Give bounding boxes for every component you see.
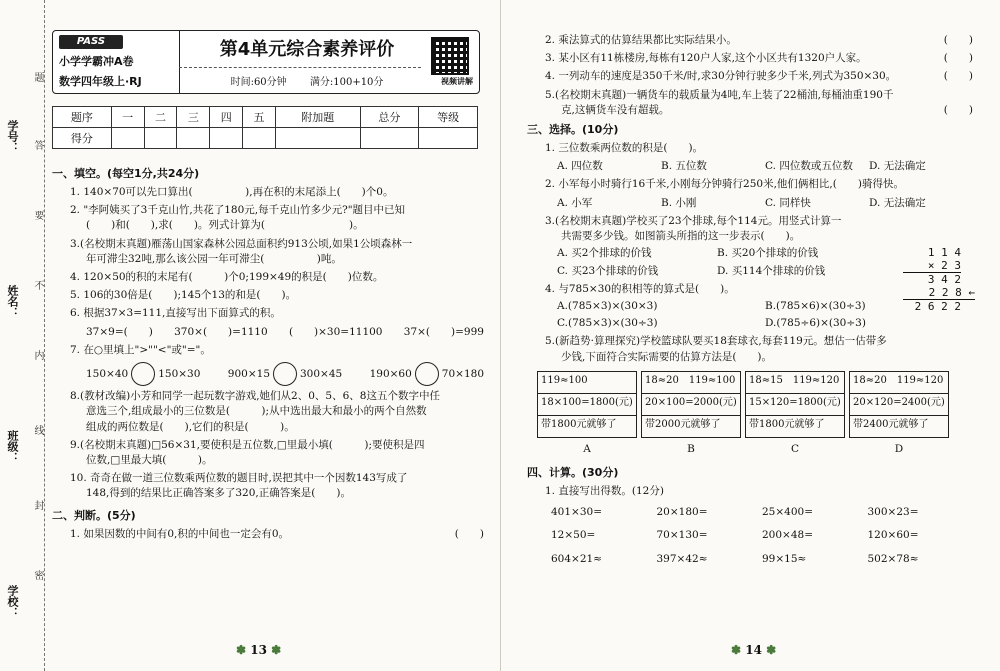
table-row [53, 107, 478, 128]
options [557, 159, 973, 174]
question-text: 克,这辆货车没有超载。 [561, 103, 670, 116]
table-cell: 一 [111, 107, 144, 128]
estimate-line: 20×120=2400(元) [850, 394, 948, 416]
estimate-boxes [537, 371, 973, 438]
question-text: 3. 某小区有11栋楼房,每栋有120户人家,这个小区共有1320户人家。 [545, 52, 867, 65]
question: 9.(名校期末真题)□56×31,要使积是五位数,□里最小填( );要使积是四 [70, 438, 425, 451]
question: 1. 140×70可以先口算出( ),再在积的末尾添上( )个0。 [70, 185, 394, 198]
estimate-box [641, 371, 741, 438]
option[interactable]: C.(785×3)×(30÷3) [557, 317, 658, 330]
question: 7. 在○里填上">""<"或"="。 [70, 343, 211, 356]
section-heading: 三、选择。(10分) [527, 123, 619, 137]
calc-item[interactable]: 604×21≈ [551, 552, 602, 565]
compare-right: 70×180 [441, 368, 484, 381]
option[interactable]: C. 买23个排球的价钱 [557, 264, 659, 277]
calc-line: × 2 3 [903, 259, 961, 273]
time-limit: 时间:60分钟 [230, 77, 287, 88]
estimate-box [537, 371, 637, 438]
estimate-line: 18≈15 119≈120 [746, 372, 844, 394]
option[interactable]: D. 无法确定 [869, 160, 926, 173]
question-cont: 位数,□里最大填( )。 [86, 454, 213, 466]
compare-item [86, 362, 200, 386]
grade-label: 数学四年级上·RJ [59, 75, 142, 88]
option-label[interactable]: C [790, 442, 800, 455]
answer-paren[interactable]: ( ) [943, 34, 973, 46]
estimate-line: 18×100=1800(元) [538, 394, 636, 416]
question: 6. 根据37×3=111,直接写出下面算式的积。 [70, 307, 281, 320]
qr-code-icon[interactable] [431, 37, 469, 75]
option[interactable]: B. 买20个排球的价钱 [717, 247, 819, 260]
compare-left: 150×40 [86, 368, 129, 381]
question-cont: 少钱,下面符合实际需要的估算方法是( )。 [561, 350, 773, 363]
option[interactable]: C. 四位数或五位数 [765, 160, 853, 173]
q6-items [86, 325, 484, 340]
question: 5. 106的30倍是( );145个13的和是( )。 [70, 289, 297, 302]
class-label: 班级： [6, 430, 19, 463]
question-text: 2. 乘法算式的估算结果都比实际结果小。 [545, 34, 737, 46]
option[interactable]: D.(785÷6)×(30÷3) [765, 317, 866, 330]
divider [179, 67, 421, 69]
estimate-line: 带1800元就够了 [541, 418, 617, 430]
leaf-icon: ✽ [731, 643, 742, 657]
compare-left: 900×15 [227, 368, 270, 381]
page-right [500, 0, 1000, 671]
pass-logo: PASS [59, 35, 123, 49]
seal-char: 内 [32, 350, 43, 360]
compare-right: 150×30 [158, 368, 201, 381]
table-cell: 三 [177, 107, 210, 128]
compare-circle[interactable] [273, 362, 297, 386]
question: 4. 与785×30的积相等的算式是( )。 [545, 282, 735, 295]
question: 5.(新趋势·算理探究)学校篮球队要买18套球衣,每套119元。想估一估带多 [545, 335, 887, 348]
question-text: 1. 如果因数的中间有0,积的中间也一定会有0。 [70, 527, 290, 540]
question-cont: ( )和( ),求( )。列式计算为( )。 [86, 219, 364, 232]
leaf-icon: ✽ [271, 643, 282, 657]
table-cell: 四 [210, 107, 243, 128]
answer-paren[interactable]: ( ) [943, 70, 973, 83]
option[interactable]: B.(785×6)×(30÷3) [765, 300, 866, 312]
calc-item[interactable]: 300×23= [867, 506, 919, 519]
question-cont: 148,得到的结果比正确答案多了320,正确答案是( )。 [86, 487, 351, 500]
leaf-icon: ✽ [236, 643, 247, 657]
student-id-label: 学号： [6, 120, 19, 153]
option[interactable]: A. 买2个排球的价钱 [557, 247, 652, 260]
option-label[interactable]: B [687, 442, 695, 455]
page-number [731, 643, 776, 657]
question: 5.(名校期末真题)一辆货车的载质量为4吨,车上装了22桶油,每桶油重190千 [545, 88, 894, 101]
table-cell: 二 [144, 107, 177, 128]
estimate-box [745, 371, 845, 438]
page-number-text: 14 [745, 643, 762, 657]
question-cont: 共需要多少钱。如图箭头所指的这一步表示( )。 [561, 230, 801, 243]
score-cell[interactable] [419, 128, 478, 149]
calc-item[interactable]: 12×50= [551, 529, 596, 542]
option[interactable]: D. 无法确定 [869, 196, 926, 209]
exam-meta [193, 73, 421, 88]
score-cell[interactable] [111, 128, 144, 149]
option[interactable]: A. 四位数 [557, 160, 603, 173]
full-score: 满分:100+10分 [309, 77, 384, 88]
estimate-line: 带2000元就够了 [645, 418, 721, 430]
calc-item[interactable]: 502×78≈ [867, 552, 919, 565]
options [557, 246, 877, 278]
name-label: 姓名： [6, 285, 19, 318]
exam-header [52, 30, 480, 94]
calc-item[interactable]: 397×42≈ [656, 552, 708, 565]
option[interactable]: B. 五位数 [661, 160, 707, 173]
calc-item[interactable]: 20×180= [656, 506, 708, 519]
calc-line: 1 1 4 [927, 246, 961, 259]
q6-item: ( )×30=11100 [288, 325, 383, 338]
answer-paren[interactable]: ( ) [943, 52, 973, 65]
calc-item[interactable]: 120×60= [867, 529, 919, 542]
estimate-line: 带2400元就够了 [853, 418, 929, 430]
question: 3.(名校期末真题)学校买了23个排球,每个114元。用竖式计算一 [545, 214, 842, 227]
vertical-calculation [903, 246, 975, 313]
options [557, 196, 973, 211]
question: 1. 直接写出得数。(12分) [545, 485, 664, 498]
compare-left: 190×60 [369, 368, 412, 381]
calc-item[interactable]: 99×15≈ [762, 552, 807, 565]
question: 1. 三位数乘两位数的积是( )。 [545, 142, 704, 155]
judge-question [70, 527, 484, 542]
calc-line: 2 6 2 2 [914, 300, 961, 313]
q6-item: 37×( )=999 [403, 325, 484, 338]
estimate-line: 15×120=1800(元) [746, 394, 844, 416]
estimate-line: 带1800元就够了 [749, 418, 825, 430]
score-cell[interactable] [144, 128, 177, 149]
question: 10. 奇奇在做一道三位数乘两位数的题目时,误把其中一个因数143写成了 [70, 472, 408, 485]
leaf-icon: ✽ [766, 643, 777, 657]
question-cont: 意选三个,组成最小的三位数是( );从中选出最大和最小的两个自然数 [86, 405, 427, 418]
estimate-labels [537, 442, 973, 457]
question-text: 4. 一列动车的速度是350千米/时,求30分钟行驶多少千米,列式为350×30。 [545, 70, 897, 83]
table-cell: 等级 [419, 107, 478, 128]
table-cell: 附加题 [275, 107, 360, 128]
compare-right: 300×45 [300, 368, 343, 381]
compare-circle[interactable] [415, 362, 439, 386]
score-cell[interactable] [177, 128, 210, 149]
q6-item: 370×( )=1110 [174, 325, 268, 338]
question: 2. 小军每小时骑行16千米,小刚每分钟骑行250米,他们俩相比,( )骑得快。 [545, 178, 904, 191]
calc-item[interactable]: 200×48= [762, 529, 813, 542]
score-cell[interactable] [360, 128, 419, 149]
score-table [52, 106, 478, 149]
option[interactable]: A. 小军 [557, 196, 593, 209]
seal-char: 封 [32, 500, 43, 510]
option[interactable]: C. 同样快 [765, 196, 811, 209]
left-questions [52, 166, 484, 542]
estimate-box [849, 371, 949, 438]
calc-item[interactable]: 70×130= [656, 529, 708, 542]
seal-char: 密 [32, 570, 43, 580]
question: 8.(教材改编)小芳和同学一起玩数字游戏,她们从2、0、5、6、8这五个数字中任 [70, 390, 440, 403]
divider [179, 31, 180, 93]
section-heading: 一、填空。(每空1分,共24分) [52, 167, 200, 180]
school-label: 学校： [6, 585, 19, 618]
score-cell[interactable] [210, 128, 243, 149]
estimate-line: 119≈100 [538, 372, 636, 394]
answer-paren[interactable]: ( ) [454, 527, 484, 540]
option-label[interactable]: D [894, 442, 904, 455]
page-number [236, 643, 281, 657]
option[interactable]: D. 买114个排球的价钱 [717, 264, 826, 277]
judge-question [545, 51, 973, 66]
qr-label: 视频讲解 [441, 77, 473, 86]
q7-items [86, 362, 484, 386]
judge-question [545, 33, 973, 48]
question: 2. "李阿姨买了3千克山竹,共花了180元,每千克山竹多少元?"题目中已知 [70, 204, 406, 217]
exam-title: 第4单元综合素养评价 [219, 39, 395, 60]
table-cell: 得分 [53, 128, 112, 149]
question: 4. 120×50的积的末尾有( )个0;199×49的积是( )位数。 [70, 271, 384, 284]
answer-paren[interactable]: ( ) [943, 103, 973, 116]
calc-item[interactable]: 401×30= [551, 506, 602, 519]
compare-item [228, 362, 342, 386]
mental-calc-grid [551, 505, 973, 567]
seal-char: 不 [32, 280, 43, 290]
calc-line-arrow: 2 2 8 ← [903, 286, 975, 300]
option[interactable]: B. 小刚 [661, 196, 697, 209]
seal-char: 要 [32, 210, 43, 220]
series-name: 小学学霸冲A卷 [59, 55, 134, 68]
table-cell: 总分 [360, 107, 419, 128]
calc-line: 3 4 2 [927, 273, 961, 286]
estimate-line: 18≈20 119≈100 [642, 372, 740, 394]
calc-item[interactable]: 25×400= [762, 506, 813, 519]
question-cont: 年可滞尘32吨,那么该公园一年可滞尘( )吨。 [86, 252, 342, 265]
binding-strip [0, 0, 45, 671]
option[interactable]: A.(785×3)×(30×3) [557, 300, 658, 312]
seal-char: 线 [32, 425, 43, 435]
judge-question [545, 69, 973, 84]
table-row [53, 128, 478, 149]
score-cell[interactable] [243, 128, 276, 149]
compare-circle[interactable] [131, 362, 155, 386]
table-cell: 题序 [53, 107, 112, 128]
question-cont [561, 103, 973, 118]
question: 3.(名校期末真题)雁荡山国家森林公园总面积约913公顷,如果1公顷森林一 [70, 237, 413, 250]
seal-char: 题 [32, 72, 43, 82]
estimate-line: 18≈20 119≈120 [850, 372, 948, 394]
section-heading: 四、计算。(30分) [527, 466, 619, 480]
seal-char: 答 [32, 140, 43, 150]
q6-item: 37×9=( ) [86, 325, 153, 338]
option-label[interactable]: A [583, 442, 591, 455]
table-cell: 五 [243, 107, 276, 128]
section-heading: 二、判断。(5分) [52, 508, 136, 522]
question-cont: 组成的两位数是( ),它们的积是( )。 [86, 420, 295, 433]
page-number-text: 13 [250, 643, 267, 657]
score-cell[interactable] [275, 128, 360, 149]
compare-item [370, 362, 484, 386]
estimate-line: 20×100=2000(元) [642, 394, 740, 416]
